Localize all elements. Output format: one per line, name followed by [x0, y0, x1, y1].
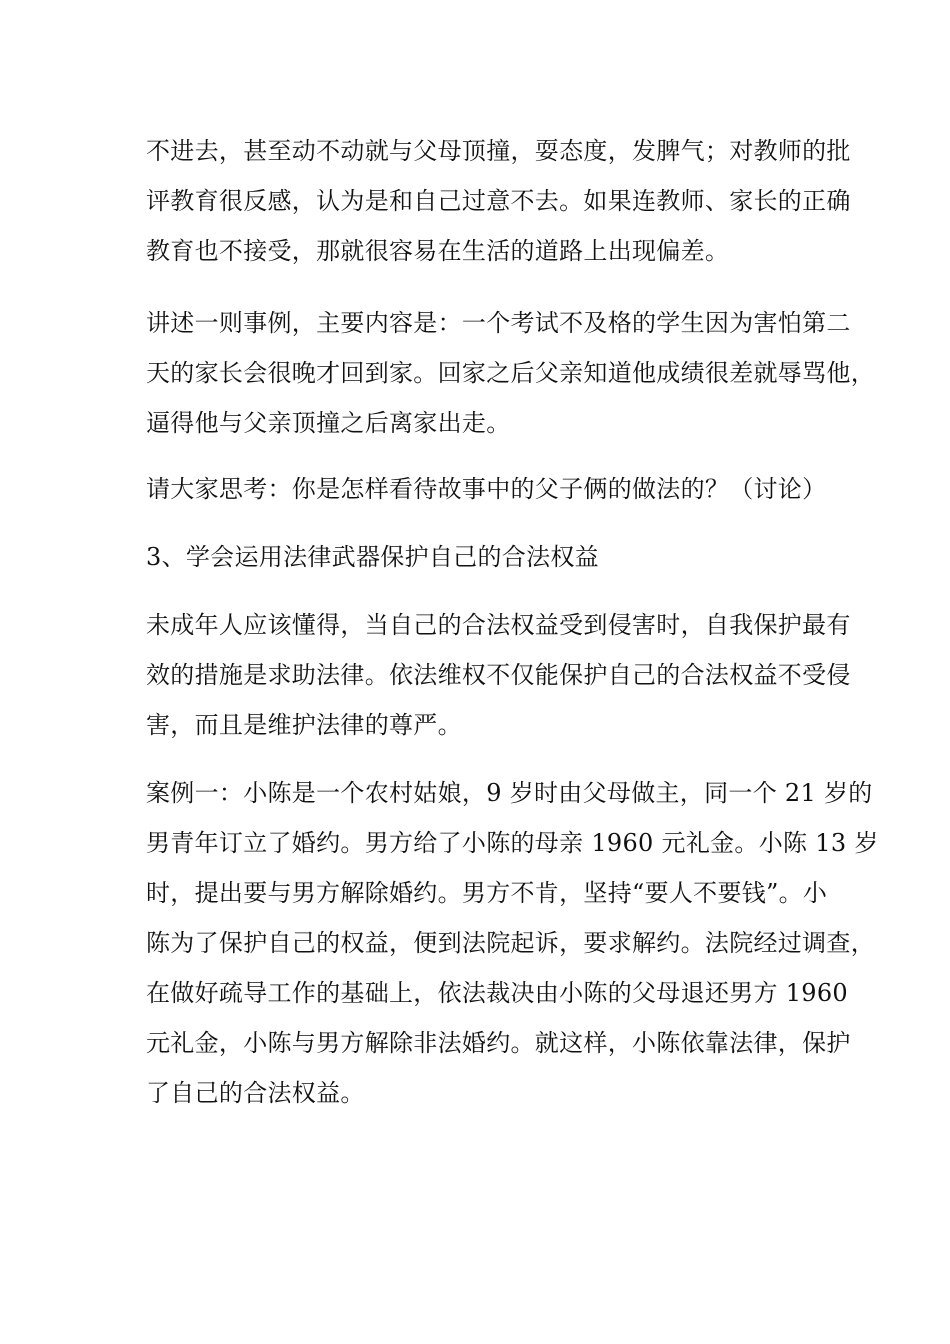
- text-line: 3、学会运用法律武器保护自己的合法权益: [146, 543, 599, 571]
- paragraph-attitude: [146, 126, 851, 276]
- text-line: 在做好疏导工作的基础上，依法裁决由小陈的父母退还男方 1960: [146, 979, 849, 1007]
- text-line: 未成年人应该懂得，当自己的合法权益受到侵害时，自我保护最有: [146, 611, 851, 639]
- text-line: 教育也不接受，那就很容易在生活的道路上出现偏差。: [146, 237, 730, 265]
- text-line: 时，提出要与男方解除婚约。男方不肯，坚持“要人不要钱”。小: [146, 879, 828, 907]
- paragraph-case-one: [146, 768, 879, 1118]
- text-line: 害，而且是维护法律的尊严。: [146, 711, 462, 739]
- text-line: 男青年订立了婚约。男方给了小陈的母亲 1960 元礼金。小陈 13 岁: [146, 829, 879, 857]
- text-line: 案例一：小陈是一个农村姑娘，9 岁时由父母做主，同一个 21 岁的: [146, 779, 873, 807]
- text-line: 不进去，甚至动不动就与父母顶撞，耍态度，发脾气；对教师的批: [146, 137, 851, 165]
- section-heading: [146, 532, 826, 582]
- paragraph-question: [146, 464, 826, 514]
- text-line: 陈为了保护自己的权益，便到法院起诉，要求解约。法院经过调查，: [146, 929, 875, 957]
- text-line: 讲述一则事例，主要内容是：一个考试不及格的学生因为害怕第二: [146, 309, 851, 337]
- text-line: 效的措施是求助法律。依法维权不仅能保护自己的合法权益不受侵: [146, 661, 851, 689]
- text-line: 评教育很反感，认为是和自己过意不去。如果连教师、家长的正确: [146, 187, 851, 215]
- text-line: 了自己的合法权益。: [146, 1079, 365, 1107]
- text-line: 请大家思考：你是怎样看待故事中的父子俩的做法的？（讨论）: [146, 475, 827, 503]
- paragraph-story: [146, 298, 875, 448]
- text-line: 天的家长会很晚才回到家。回家之后父亲知道他成绩很差就辱骂他，: [146, 359, 875, 387]
- paragraph-legal-protection: [146, 600, 851, 750]
- text-line: 元礼金，小陈与男方解除非法婚约。就这样，小陈依靠法律，保护: [146, 1029, 851, 1057]
- text-line: 逼得他与父亲顶撞之后离家出走。: [146, 409, 511, 437]
